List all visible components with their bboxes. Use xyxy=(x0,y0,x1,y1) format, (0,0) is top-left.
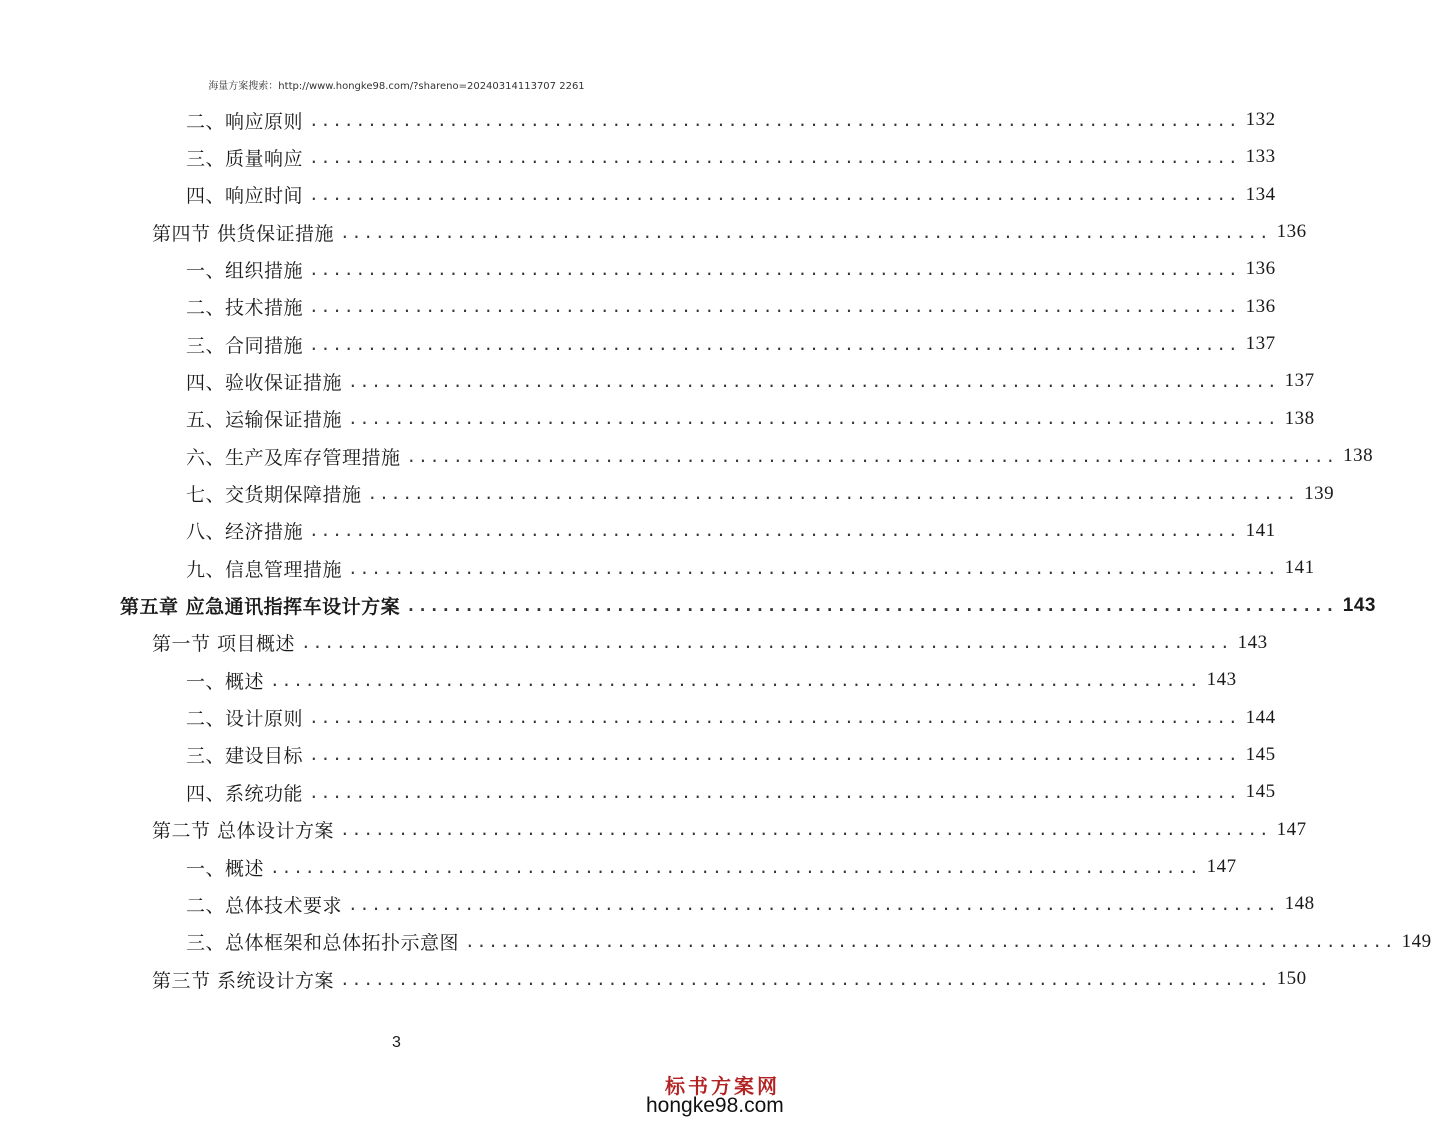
toc-entry[interactable] xyxy=(0,180,1276,210)
toc-entry-page: 137 xyxy=(1245,333,1276,355)
toc-entry-title: 二、设计原则 xyxy=(186,708,304,731)
toc-entry-page: 143 xyxy=(1342,594,1376,616)
toc-leader-dots: ................................................................................ xyxy=(309,334,1240,354)
toc-entry-title: 五、运输保证措施 xyxy=(186,409,343,432)
page-number: 3 xyxy=(392,1034,401,1051)
toc-leader-dots: ................................................................................ xyxy=(270,857,1201,877)
toc-entry[interactable] xyxy=(0,479,1335,509)
toc-entry[interactable] xyxy=(0,329,1276,359)
toc-entry[interactable] xyxy=(0,142,1276,172)
toc-entry-page: 136 xyxy=(1276,221,1307,243)
toc-entry-page: 133 xyxy=(1245,146,1276,168)
toc-leader-dots: ................................................................................ xyxy=(406,596,1337,616)
toc-entry-title: 一、概述 xyxy=(186,857,265,880)
toc-leader-dots: ................................................................................ xyxy=(348,894,1279,914)
toc-leader-dots: ................................................................................ xyxy=(309,297,1240,317)
toc-leader-dots: ................................................................................ xyxy=(301,633,1232,653)
toc-entry-page: 143 xyxy=(1206,669,1237,691)
toc-entry[interactable] xyxy=(0,105,1276,135)
toc-leader-dots: ................................................................................ xyxy=(406,446,1338,466)
toc-entry[interactable] xyxy=(0,441,1374,471)
toc-leader-dots: ................................................................................ xyxy=(309,745,1240,765)
toc-leader-dots: ................................................................................ xyxy=(309,521,1240,541)
toc-entry-page: 139 xyxy=(1304,482,1335,504)
toc-leader-dots: ................................................................................ xyxy=(340,969,1271,989)
toc-entry-title: 三、合同措施 xyxy=(186,334,304,357)
toc-entry-title: 八、经济措施 xyxy=(186,521,304,544)
toc-entry-page: 132 xyxy=(1245,109,1276,130)
toc-leader-dots: ................................................................................ xyxy=(309,185,1240,205)
toc-entry-title: 二、响应原则 xyxy=(186,110,304,133)
watermark-logo: 标书方案网 xyxy=(665,1074,780,1098)
toc-entry[interactable] xyxy=(0,366,1315,396)
toc-entry-title: 二、总体技术要求 xyxy=(186,894,343,917)
toc-entry-title: 六、生产及库存管理措施 xyxy=(186,446,401,469)
toc-entry-title: 第四节 供货保证措施 xyxy=(152,222,335,245)
toc-leader-dots: ................................................................................ xyxy=(340,222,1271,242)
toc-entry-title: 第三节 系统设计方案 xyxy=(152,969,335,992)
toc-entry-title: 一、组织措施 xyxy=(186,259,304,282)
toc-entry[interactable] xyxy=(0,927,1432,957)
watermark-url: hongke98.com xyxy=(646,1094,784,1117)
toc-entry-page: 141 xyxy=(1284,557,1315,579)
toc-entry-page: 145 xyxy=(1245,781,1276,803)
toc-leader-dots: ................................................................................ xyxy=(309,259,1240,279)
toc-entry-page: 147 xyxy=(1276,818,1307,840)
page-header: 海量方案搜索：http://www.hongke98.com/?shareno=20240314113707 2261 xyxy=(208,81,585,92)
toc-leader-dots: ................................................................................ xyxy=(348,409,1279,429)
toc-leader-dots: ................................................................................ xyxy=(465,932,1396,952)
toc-entry[interactable] xyxy=(0,553,1315,583)
toc-leader-dots: ................................................................................ xyxy=(367,484,1299,503)
toc-entry-title: 三、总体框架和总体拓扑示意图 xyxy=(186,932,460,955)
toc-leader-dots: ................................................................................ xyxy=(270,670,1201,690)
toc-entry-page: 134 xyxy=(1245,183,1276,205)
toc-entry[interactable] xyxy=(0,964,1307,994)
toc-entry-page: 137 xyxy=(1284,370,1315,392)
toc-entry-title: 第二节 总体设计方案 xyxy=(152,820,335,843)
toc-entry-title: 四、系统功能 xyxy=(186,782,304,805)
toc-entry-title: 七、交货期保障措施 xyxy=(186,484,362,506)
toc-entry[interactable] xyxy=(0,254,1276,284)
toc-entry-title: 四、响应时间 xyxy=(186,185,304,208)
toc-entry-title: 三、质量响应 xyxy=(186,147,304,170)
toc-entry[interactable] xyxy=(0,740,1276,770)
toc-entry-title: 二、技术措施 xyxy=(186,297,304,320)
toc-entry[interactable] xyxy=(0,852,1237,882)
toc-entry-title: 九、信息管理措施 xyxy=(186,558,343,581)
toc-entry-page: 136 xyxy=(1245,295,1276,317)
toc-entry[interactable] xyxy=(0,777,1276,807)
toc-entry-page: 136 xyxy=(1245,258,1276,280)
toc-entry[interactable] xyxy=(0,217,1307,247)
toc-entry-page: 145 xyxy=(1245,743,1276,765)
toc-leader-dots: ................................................................................ xyxy=(309,147,1240,167)
toc-entry-page: 149 xyxy=(1401,930,1432,952)
toc-entry[interactable] xyxy=(0,703,1276,733)
toc-entry-page: 138 xyxy=(1284,407,1315,429)
toc-entry[interactable] xyxy=(0,815,1307,845)
toc-entry-page: 138 xyxy=(1343,445,1374,467)
toc-leader-dots: ................................................................................ xyxy=(348,558,1279,578)
toc-leader-dots: ................................................................................ xyxy=(309,708,1240,728)
toc-entry[interactable] xyxy=(0,591,1376,621)
toc-leader-dots: ................................................................................ xyxy=(309,110,1240,130)
toc-entry[interactable] xyxy=(0,889,1315,919)
toc-entry-page: 143 xyxy=(1237,631,1268,653)
toc-leader-dots: ................................................................................ xyxy=(309,782,1240,802)
toc-entry-page: 148 xyxy=(1284,893,1315,915)
toc-entry-page: 150 xyxy=(1276,968,1307,990)
toc-entry[interactable] xyxy=(0,292,1276,322)
toc-leader-dots: ................................................................................ xyxy=(348,371,1279,391)
toc-entry[interactable] xyxy=(0,516,1276,546)
toc-entry-page: 141 xyxy=(1245,519,1276,541)
toc-entry-page: 144 xyxy=(1245,706,1276,728)
toc-entry-title: 第一节 项目概述 xyxy=(152,633,296,656)
toc-entry[interactable] xyxy=(0,628,1268,658)
toc-entry[interactable] xyxy=(0,404,1315,434)
toc-leader-dots: ................................................................................ xyxy=(340,820,1271,840)
toc-entry-page: 147 xyxy=(1206,856,1237,877)
toc-entry-title: 第五章 应急通讯指挥车设计方案 xyxy=(120,596,401,619)
toc-entry-title: 四、验收保证措施 xyxy=(186,371,343,394)
toc-entry-title: 三、建设目标 xyxy=(186,745,304,768)
toc-entry-title: 一、概述 xyxy=(186,670,265,693)
toc-entry[interactable] xyxy=(0,665,1237,695)
